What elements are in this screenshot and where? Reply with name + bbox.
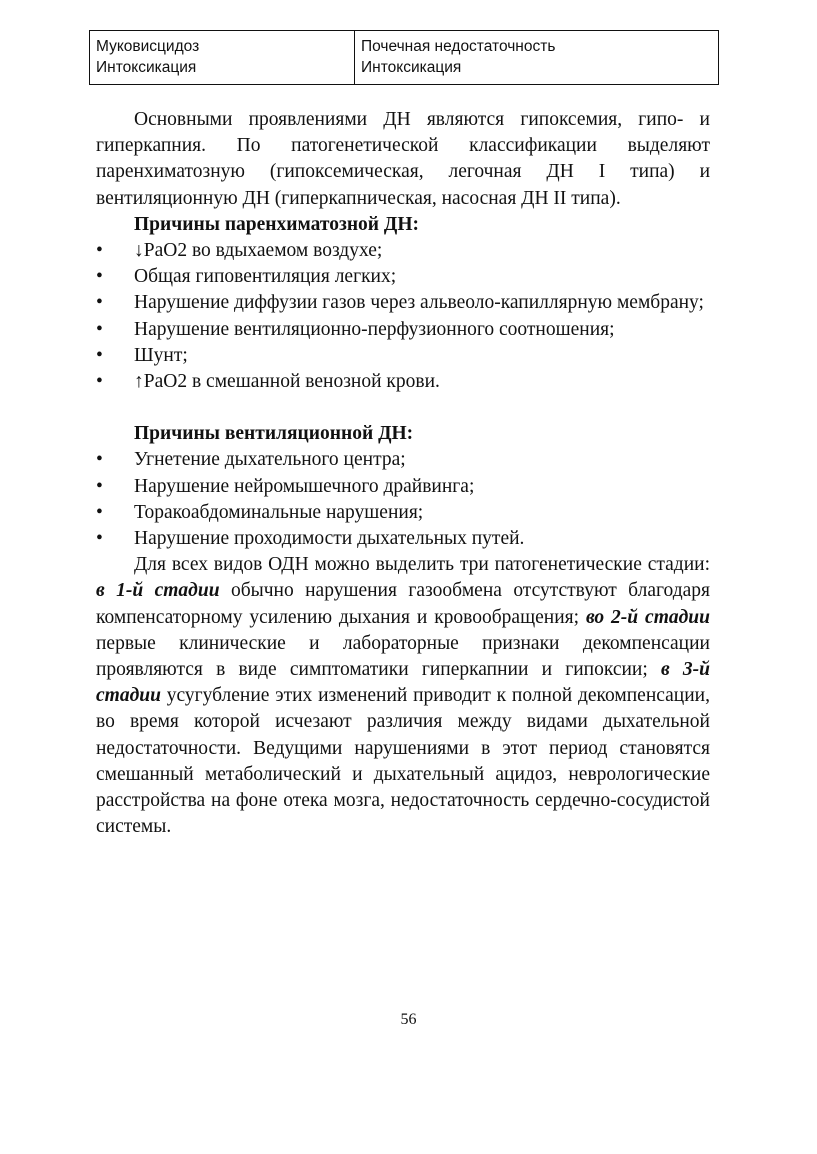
table-row bbox=[90, 31, 719, 85]
bullet-icon: • bbox=[96, 266, 103, 288]
bullet-icon: • bbox=[96, 528, 103, 550]
section-heading-ventilation: Причины вентиляционной ДН: bbox=[134, 423, 414, 445]
list-item-text: Угнетение дыхательного центра; bbox=[134, 449, 406, 471]
list-item bbox=[96, 369, 710, 395]
list-item-text: Нарушение вентиляционно-перфузионного соотношения; bbox=[134, 318, 615, 340]
list-item-text: Нарушение диффузии газов через альвеоло-капиллярную мембрану; bbox=[134, 292, 704, 314]
list-item-text: ↑PaO2 в смешанной венозной крови. bbox=[134, 371, 440, 393]
list-item bbox=[96, 474, 710, 500]
bullet-icon: • bbox=[96, 449, 103, 471]
stages-text: первые клинические и лабораторные признаки декомпенсации проявляются в виде симптоматики гиперкапнии и гипоксии; bbox=[96, 632, 710, 681]
list-item bbox=[96, 526, 710, 552]
ventilation-causes-list bbox=[96, 447, 710, 552]
list-item-text: Торакоабдоминальные нарушения; bbox=[134, 501, 424, 523]
stages-text: обычно нарушения газообмена отсутствуют благодаря компенсаторному усилению дыхания и кровообращения; bbox=[96, 580, 710, 628]
page-number: 56 bbox=[400, 1011, 417, 1028]
stages-text: Для всех видов ОДН можно выделить три патогенетические стадии: bbox=[134, 554, 710, 576]
stage-3-emphasis: в 3-й стадии bbox=[96, 659, 710, 707]
table-cell-left bbox=[90, 31, 355, 85]
parenchymal-causes-list bbox=[96, 238, 710, 395]
list-item bbox=[96, 317, 710, 343]
bullet-icon: • bbox=[96, 318, 103, 340]
bullet-icon: • bbox=[96, 292, 103, 314]
intro-paragraph: Основными проявлениями ДН являются гипоксемия, гипо- и гиперкапния. По патогенетической классификации выделяют паренхиматозную (гипоксемическая, легочная ДН I типа) и вентиляционную ДН (гиперкапническая, насосная ДН II типа). bbox=[96, 109, 710, 209]
section-heading-parenchymal: Причины паренхиматозной ДН: bbox=[134, 213, 419, 235]
list-item bbox=[96, 343, 710, 369]
list-item-text: Общая гиповентиляция легких; bbox=[134, 266, 397, 288]
cell-line: Интоксикация bbox=[96, 59, 197, 76]
list-item-text: Нарушение нейромышечного драйвинга; bbox=[134, 475, 475, 497]
list-item bbox=[96, 290, 710, 316]
bullet-icon: • bbox=[96, 501, 103, 523]
stages-paragraph bbox=[96, 552, 710, 840]
bullet-icon: • bbox=[96, 475, 103, 497]
cell-line: Муковисцидоз bbox=[96, 38, 200, 55]
cell-line: Интоксикация bbox=[361, 59, 462, 76]
list-item bbox=[96, 500, 710, 526]
list-item-text: Нарушение проходимости дыхательных путей. bbox=[134, 528, 525, 550]
page-content bbox=[96, 107, 710, 840]
list-item bbox=[96, 264, 710, 290]
table-cell-right bbox=[355, 31, 719, 85]
list-item-text: ↓PaO2 во вдыхаемом воздухе; bbox=[134, 240, 383, 262]
cell-line: Почечная недостаточность bbox=[361, 38, 556, 55]
list-item-text: Шунт; bbox=[134, 344, 188, 366]
bullet-icon: • bbox=[96, 240, 103, 262]
stage-2-emphasis: во 2-й стадии bbox=[585, 606, 710, 628]
bullet-icon: • bbox=[96, 344, 103, 366]
list-item bbox=[96, 447, 710, 473]
bullet-icon: • bbox=[96, 371, 103, 393]
list-item bbox=[96, 238, 710, 264]
stages-text: усугубление этих изменений приводит к полной декомпенсации, во время которой исчезают различия между видами дыхательной недостаточности. Ведущими нарушениями в этот период становятся смешанный метаболический и дыхательный ацидоз, неврологические расстройства на фоне отека мозга, недостаточность сердечно-сосудистой системы. bbox=[96, 685, 710, 838]
stage-1-emphasis: в 1-й стадии bbox=[96, 580, 220, 602]
conditions-table bbox=[89, 30, 719, 85]
